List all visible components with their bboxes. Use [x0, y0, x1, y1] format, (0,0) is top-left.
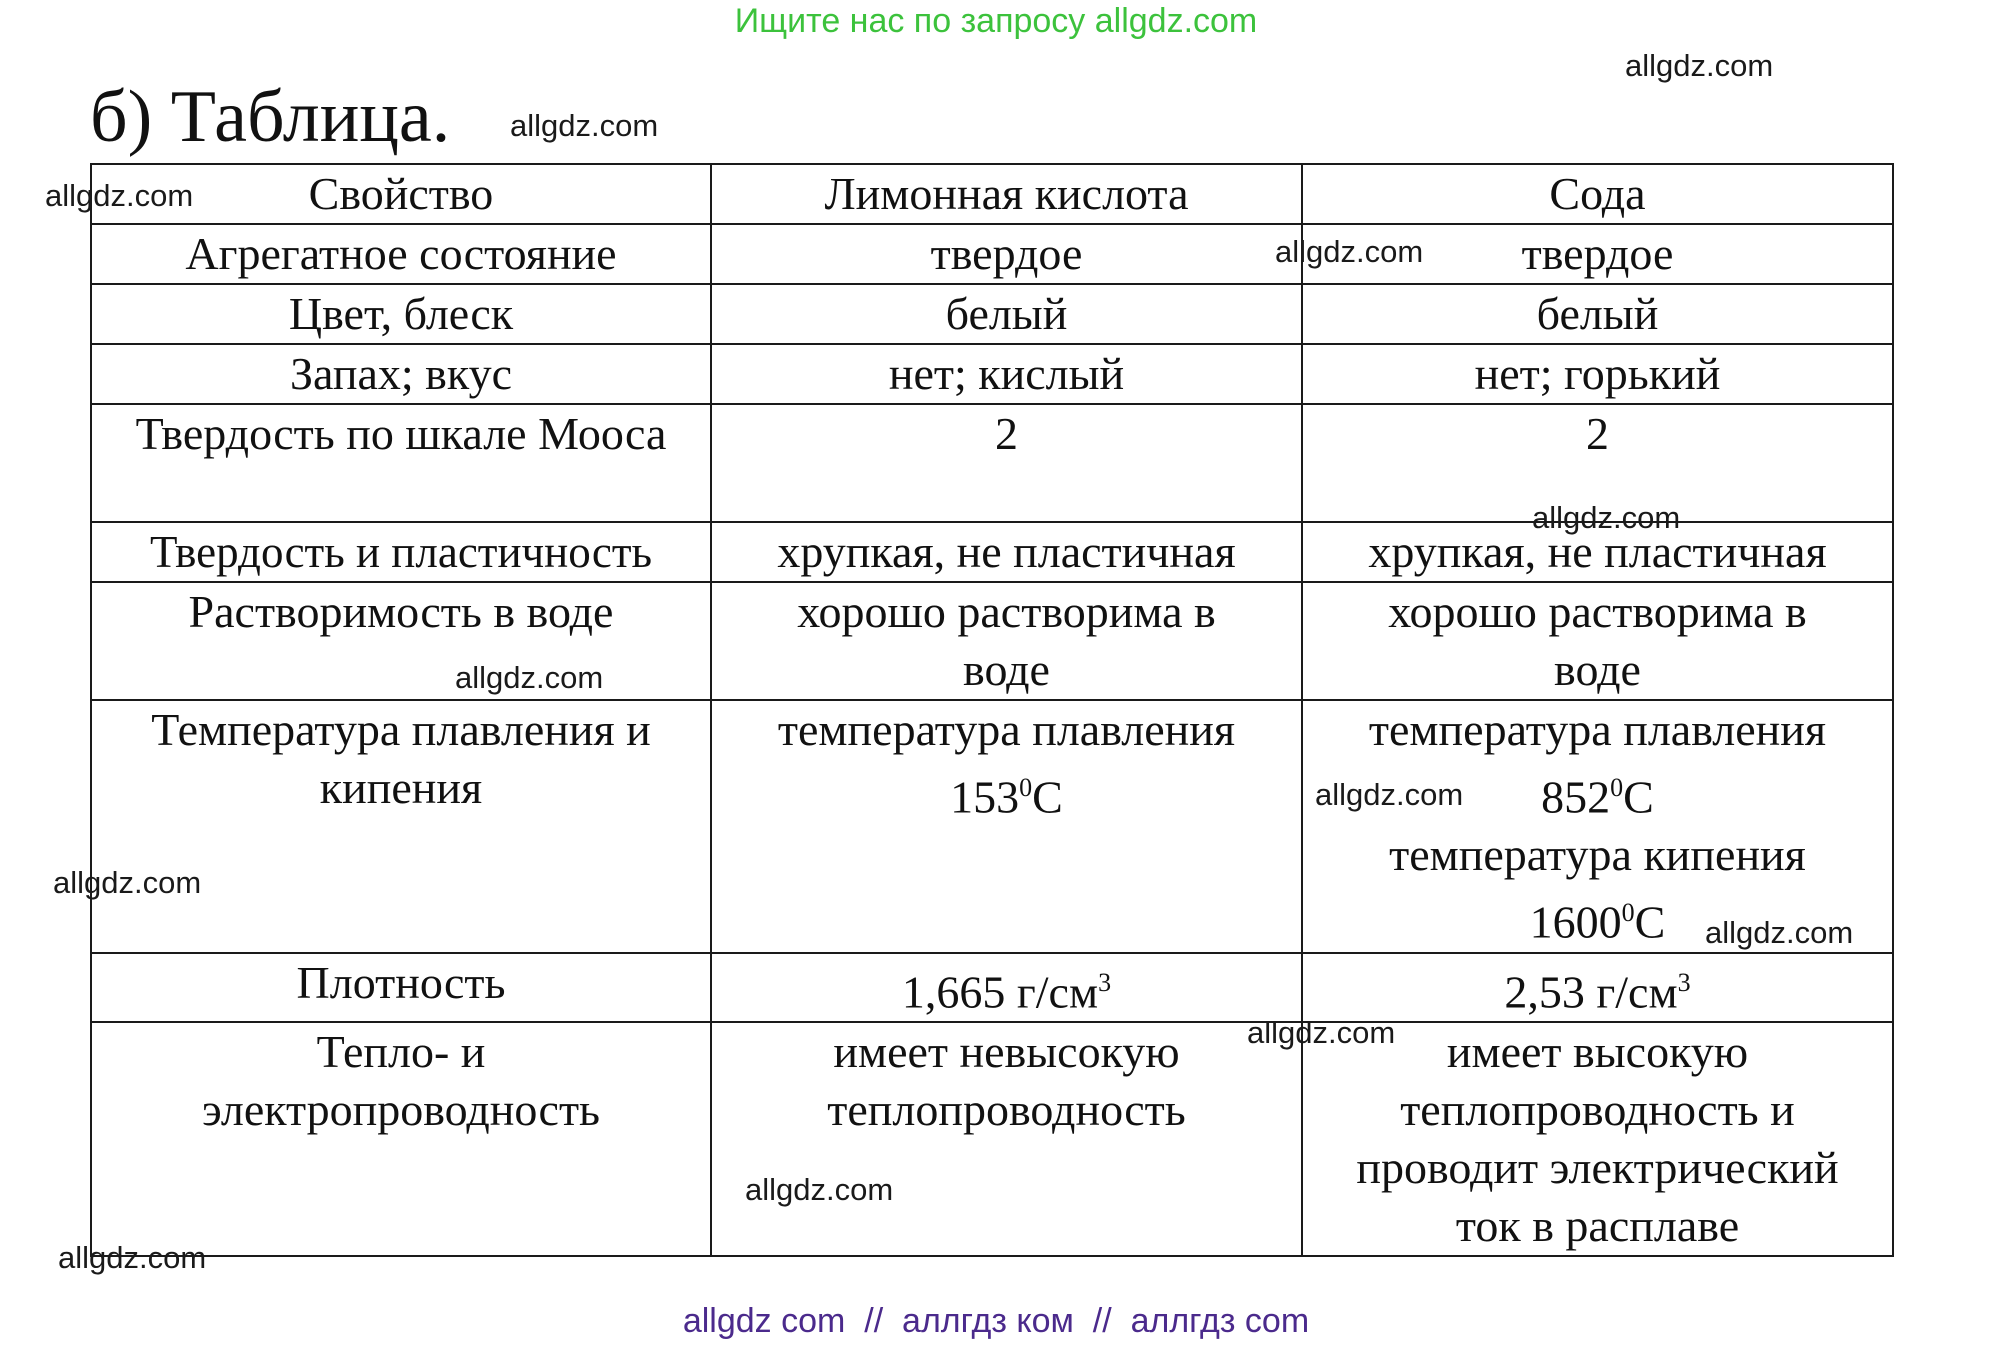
soda-cell	[1302, 953, 1893, 1022]
watermark: allgdz.com	[58, 1240, 207, 1275]
watermark: allgdz.com	[1247, 1015, 1396, 1050]
watermark: allgdz.com	[1705, 915, 1854, 950]
property-cell: Тепло- и электропроводность	[91, 1022, 711, 1256]
value-number: 852	[1541, 771, 1611, 823]
citric-cell	[711, 700, 1302, 953]
table-row	[91, 224, 1893, 284]
header-cell: Свойство	[91, 164, 711, 224]
cube-sup: 3	[1098, 967, 1112, 997]
citric-cell: хрупкая, не пластичная	[711, 522, 1302, 582]
watermark: allgdz.com	[1315, 777, 1464, 812]
citric-cell: твердое	[711, 224, 1302, 284]
header-cell: Сода	[1302, 164, 1893, 224]
citric-cell: белый	[711, 284, 1302, 344]
boiling-label: температура кипения	[1389, 829, 1806, 881]
value-number: 1600	[1529, 896, 1622, 948]
watermark: allgdz.com	[455, 660, 604, 695]
watermark: allgdz.com	[1532, 500, 1681, 535]
top-banner[interactable]: Ищите нас по запросу allgdz.com	[734, 2, 1258, 40]
unit: C	[1634, 896, 1666, 948]
page-title: б) Таблица.	[90, 76, 451, 158]
density-value: 2,53 г/см	[1504, 965, 1678, 1017]
density-value: 1,665 г/см	[901, 965, 1099, 1017]
watermark: allgdz.com	[510, 108, 659, 143]
citric-cell: 2	[711, 404, 1302, 522]
melting-label: температура плавления	[1368, 704, 1827, 755]
watermark: allgdz.com	[1275, 234, 1424, 269]
watermark: allgdz.com	[45, 178, 194, 213]
soda-cell: хрупкая, не пластичная	[1302, 522, 1893, 582]
melting-label: температура плавления	[777, 704, 1236, 755]
degree-sup: 0	[1621, 898, 1635, 928]
property-cell: Запах; вкус	[91, 344, 711, 404]
soda-cell: хорошо растворима в воде	[1302, 582, 1893, 700]
property-cell: Температура плавления и кипения	[91, 700, 711, 953]
citric-cell	[711, 953, 1302, 1022]
melting-value	[718, 759, 1295, 826]
footer-links[interactable]: allgdz com // аллгдз ком // аллгдз com	[682, 1302, 1310, 1340]
table-row	[91, 344, 1893, 404]
properties-table	[90, 163, 1894, 1257]
soda-cell: 2	[1302, 404, 1893, 522]
watermark: allgdz.com	[1625, 48, 1774, 83]
citric-cell: имеет невысокую теплопроводность	[711, 1022, 1302, 1256]
property-cell: Агрегатное состояние	[91, 224, 711, 284]
citric-cell: нет; кислый	[711, 344, 1302, 404]
property-cell: Плотность	[91, 953, 711, 1022]
soda-cell: белый	[1302, 284, 1893, 344]
table-row	[91, 953, 1893, 1022]
degree-sup: 0	[1610, 773, 1624, 802]
cube-sup: 3	[1677, 967, 1691, 997]
table-header-row	[91, 164, 1893, 224]
watermark: allgdz.com	[745, 1172, 894, 1207]
degree-sup: 0	[1019, 773, 1033, 802]
table-row	[91, 284, 1893, 344]
citric-cell: хорошо растворима в воде	[711, 582, 1302, 700]
unit: C	[1032, 771, 1063, 823]
property-cell: Растворимость в воде	[91, 582, 711, 700]
table-row	[91, 1022, 1893, 1256]
header-cell: Лимонная кислота	[711, 164, 1302, 224]
watermark: allgdz.com	[53, 865, 202, 900]
property-cell: Цвет, блеск	[91, 284, 711, 344]
table-row	[91, 700, 1893, 953]
table-row	[91, 582, 1893, 700]
unit: C	[1623, 771, 1654, 823]
soda-cell: нет; горький	[1302, 344, 1893, 404]
value-number: 153	[950, 771, 1020, 823]
property-cell: Твердость и пластичность	[91, 522, 711, 582]
property-cell: Твердость по шкале Мооса	[91, 404, 711, 522]
soda-cell: имеет высокую теплопроводность и проводит электрический ток в расплаве	[1302, 1022, 1893, 1256]
soda-cell: твердое	[1302, 224, 1893, 284]
